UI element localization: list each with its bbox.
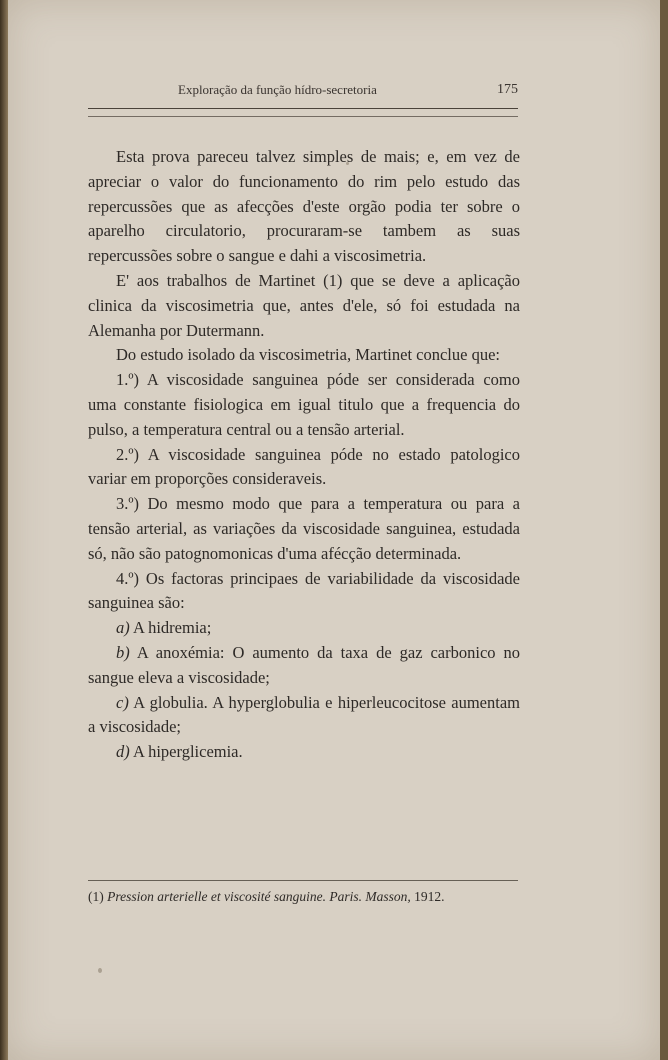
page-binding-shadow: [0, 0, 8, 1060]
footnote: [88, 885, 520, 908]
header-rule: [88, 108, 518, 109]
body-text: [88, 145, 520, 765]
numbered-paragraph: 3.º) Do mesmo modo que para a temperatura ou para a tensão arterial, as variações da viscosidade sanguinea, estudada só, não são patognomonicas d'uma afécção determinada.: [88, 494, 520, 563]
list-item-text: A anoxémia: O aumento da taxa de gaz carbonico no sangue eleva a viscosidade;: [88, 642, 520, 687]
running-header: [178, 80, 518, 102]
list-marker: a): [116, 618, 130, 638]
list-item: [88, 641, 520, 691]
list-item-text: A globulia. A hyperglobulia e hiperleucocitose aumentam a viscosidade;: [88, 692, 520, 737]
list-item: [88, 691, 520, 741]
list-item-text: A hiperglicemia.: [132, 742, 243, 762]
paragraph: E' aos trabalhos de Martinet (1) que se deve a aplicação clinica da viscosimetria que, antes d'ele, só foi estudada na Alemanha por Dutermann.: [88, 270, 520, 340]
paragraph: Esta prova pareceu talvez simples de mais; e, em vez de apreciar o valor do funcionamento do rim pelo estudo das repercussões que as afecções d'este orgão podia ter sobre o aparelho circulatorio, procuraram-se tambem as suas repercussões sobre o sangue e dahi a viscosimetria.: [88, 147, 520, 266]
list-marker: d): [116, 742, 130, 762]
page-number: 175: [497, 82, 518, 97]
list-marker: b): [116, 642, 130, 662]
list-marker: c): [116, 692, 129, 712]
paper-spot: [346, 162, 349, 165]
footnote-marker: (1): [88, 889, 104, 904]
list-item: [88, 740, 520, 765]
paper-spot: [98, 968, 102, 973]
numbered-paragraph: 1.º) A viscosidade sanguinea póde ser considerada como uma constante fisiologica em igual titulo que a frequencia do pulso, a temperatura central ou a tensão arterial.: [88, 370, 520, 439]
footnote-citation: Pression arterielle et viscosité sanguine. Paris. Masson,: [107, 889, 411, 904]
footnote-year: 1912.: [414, 889, 445, 904]
running-title: Exploração da função hídro-secretoria: [178, 82, 377, 97]
footnote-rule: [88, 880, 518, 881]
numbered-paragraph: 2.º) A viscosidade sanguinea póde no estado patologico variar em proporções consideraveis.: [88, 444, 520, 489]
list-item-text: A hidremia;: [132, 618, 212, 638]
paragraph: Do estudo isolado da viscosimetria, Martinet conclue que:: [116, 345, 500, 365]
numbered-paragraph: 4.º) Os factoras principaes de variabilidade da viscosidade sanguinea são:: [88, 568, 520, 613]
header-rule-secondary: [88, 116, 518, 117]
list-item: [88, 616, 520, 641]
